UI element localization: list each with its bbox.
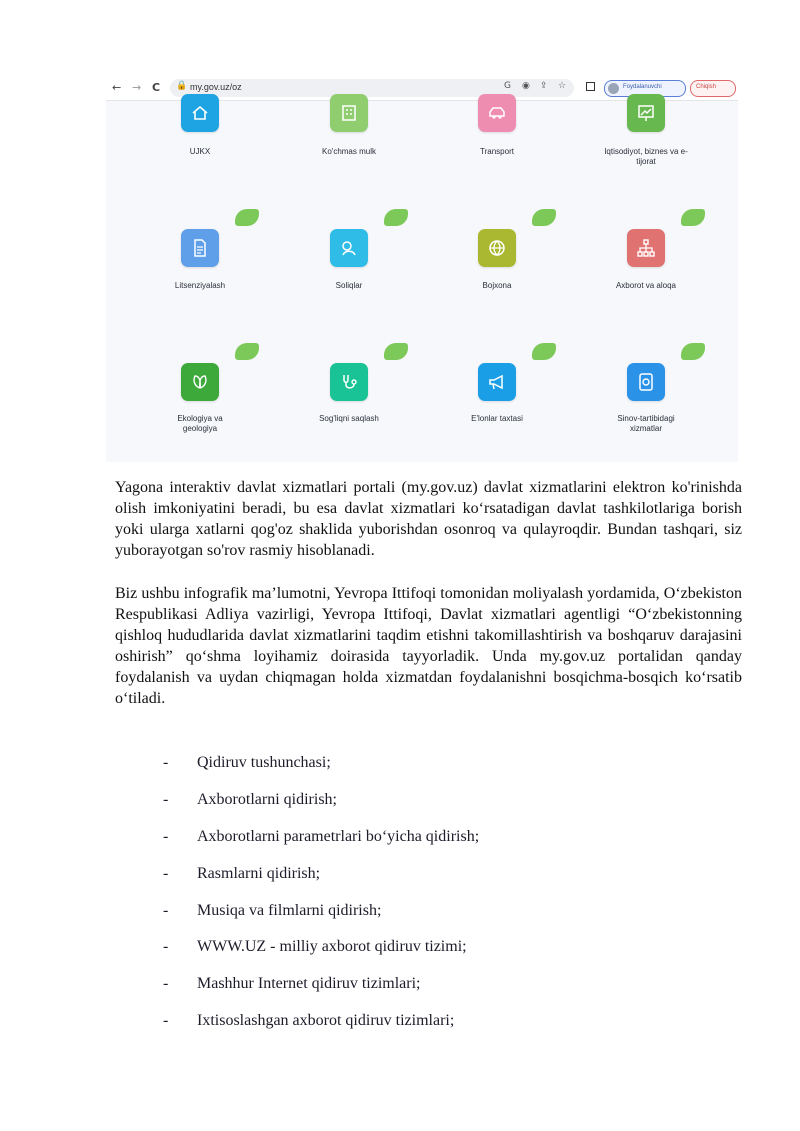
address-url: my.gov.uz/oz — [190, 82, 242, 92]
test-icon — [627, 363, 665, 401]
leaf-decoration — [235, 209, 259, 226]
exit-label: Chiqish — [696, 84, 717, 90]
service-label: E'lonlar taxtasi — [471, 414, 523, 423]
sidebar-toggle-icon[interactable] — [586, 82, 595, 91]
avatar — [608, 83, 619, 94]
service-label: UJKX — [189, 147, 211, 156]
list-item-text: Musiqa va filmlarni qidirish; — [197, 902, 382, 919]
service-label: Sog'liqni saqlash — [319, 414, 379, 423]
portal-screenshot — [106, 76, 738, 462]
list-bullet: - — [163, 1012, 169, 1029]
star-icon[interactable]: ☆ — [558, 81, 567, 91]
leaf-decoration — [681, 343, 705, 360]
service-label: Iqtisodiyot, biznes va e-tijorat — [604, 147, 688, 166]
globe-icon — [478, 229, 516, 267]
project-paragraph: Biz ushbu infografik ma’lumotni, Yevropa Ittifoqi tomonidan moliyalash yordamida, O‘zbekiston Respublikasi Adliya vazirligi, Yevropa Ittifoqi, Davlat xizmatlari agentligi “O‘zbekistonning qishloq hududlarida davlat xizmatlarini taqdim etishni takomillashtirish va boshqaruv darajasini oshirish” qo‘shma loyihamiz doirasida tayyorladik. Unda my.gov.uz portalidan qanday foydalanish va uydan chiqmagan holda xizmatdan foydalanishni bosqichma-bosqich ko‘rsatib o‘tiladi. — [115, 585, 742, 707]
leaf-decoration — [532, 209, 556, 226]
leaf-decoration — [384, 343, 408, 360]
network-icon — [627, 229, 665, 267]
building-icon — [330, 94, 368, 132]
tax-icon — [330, 229, 368, 267]
share-icon[interactable]: ⇪ — [540, 81, 548, 91]
service-label: Soliqlar — [335, 281, 363, 290]
chart-board-icon — [627, 94, 665, 132]
list-bullet: - — [163, 828, 169, 845]
leaf-decoration — [235, 343, 259, 360]
stethoscope-icon — [330, 363, 368, 401]
service-label: Transport — [480, 147, 514, 156]
document-icon — [181, 229, 219, 267]
list-bullet: - — [163, 938, 169, 955]
intro-paragraph: Yagona interaktiv davlat xizmatlari portali (my.gov.uz) davlat xizmatlarini elektron ko'rinishda olish imkoniyatini beradi, bu esa davlat xizmatlari ko‘rsatadigan davlat tashkilotlariga borish yoki ularga xatlarni qog'oz shaklida yuborishdan osonroq va qulayroqdir. Bundan tashqari, siz yuborayotgan so'rov rasmiy hisoblanadi. — [115, 479, 742, 559]
service-label: Ekologiya va geologiya — [177, 414, 223, 433]
list-item-text: Axborotlarni parametrlari bo‘yicha qidirish; — [197, 828, 480, 845]
car-icon — [478, 94, 516, 132]
list-bullet: - — [163, 975, 169, 992]
exit-button[interactable] — [690, 80, 736, 97]
list-item-text: Rasmlarni qidirish; — [197, 865, 321, 882]
list-item-text: WWW.UZ - milliy axborot qidiruv tizimi; — [197, 938, 467, 955]
eye-off-icon[interactable]: ◉ — [522, 81, 530, 91]
address-bar[interactable] — [170, 79, 574, 97]
list-bullet: - — [163, 902, 169, 919]
service-label: Sinov-tartibidagi xizmatlar — [617, 414, 675, 433]
home-icon — [181, 94, 219, 132]
list-item-text: Qidiruv tushunchasi; — [197, 754, 331, 771]
list-bullet: - — [163, 791, 169, 808]
list-bullet: - — [163, 754, 169, 771]
google-icon[interactable]: G — [504, 81, 511, 91]
list-bullet: - — [163, 865, 169, 882]
service-label: Bojxona — [482, 281, 512, 290]
megaphone-icon — [478, 363, 516, 401]
forward-button[interactable]: → — [132, 81, 142, 94]
list-item-text: Axborotlarni qidirish; — [197, 791, 337, 808]
service-label: Litsenziyalash — [174, 281, 226, 290]
account-label: Foydalanuvchi — [623, 84, 662, 90]
ecology-icon — [181, 363, 219, 401]
service-label: Ko'chmas mulk — [322, 147, 376, 156]
leaf-decoration — [681, 209, 705, 226]
service-label: Axborot va aloqa — [615, 281, 677, 290]
list-item-text: Ixtisoslashgan axborot qidiruv tizimlari; — [197, 1012, 455, 1029]
list-item-text: Mashhur Internet qidiruv tizimlari; — [197, 975, 421, 992]
reload-button[interactable]: C — [152, 81, 161, 94]
leaf-decoration — [532, 343, 556, 360]
lock-icon: 🔒 — [176, 81, 188, 91]
leaf-decoration — [384, 209, 408, 226]
back-button[interactable]: ← — [112, 81, 122, 94]
